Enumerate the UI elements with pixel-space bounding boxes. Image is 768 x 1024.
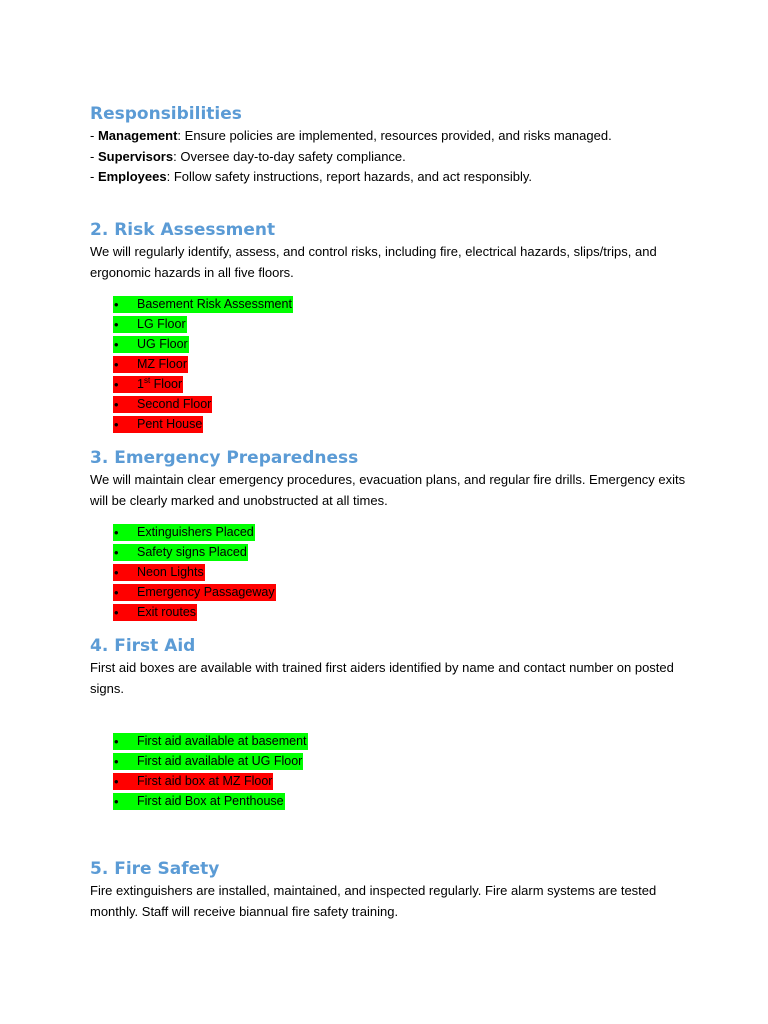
checklist-item <box>90 604 276 624</box>
checklist-item-label: UG Floor <box>137 337 188 351</box>
checklist-item-label: Neon Lights <box>137 565 204 579</box>
bullet-icon: • <box>114 377 119 392</box>
bullet-icon: • <box>114 794 119 809</box>
highlight-pending <box>113 416 203 433</box>
checklist-item-label: LG Floor <box>137 317 186 331</box>
checklist-item <box>90 753 308 773</box>
responsibilities-list <box>90 126 690 188</box>
highlight-pending <box>113 396 212 413</box>
risk-assessment-heading: 2. Risk Assessment <box>90 220 276 240</box>
first-aid-heading: 4. First Aid <box>90 636 196 656</box>
checklist-item <box>90 416 293 436</box>
highlight-pending <box>113 604 197 621</box>
bullet-icon: • <box>114 357 119 372</box>
checklist-item-label: First aid Box at Penthouse <box>137 794 284 808</box>
checklist-item <box>90 773 308 793</box>
highlight-done <box>113 524 255 541</box>
bullet-icon: • <box>114 297 119 312</box>
highlight-pending <box>113 356 188 373</box>
role-label: Management <box>97 128 178 143</box>
checklist-item-label: Safety signs Placed <box>137 545 247 559</box>
checklist-item <box>90 356 293 376</box>
checklist-item-label: Pent House <box>137 417 203 431</box>
checklist-item <box>90 793 308 813</box>
highlight-done <box>113 793 285 810</box>
bullet-icon: • <box>114 754 119 769</box>
checklist-item <box>90 336 293 356</box>
bullet-icon: • <box>114 774 119 789</box>
highlight-pending <box>113 564 205 581</box>
responsibility-item: - Supervisors: Oversee day-to-day safety compliance. <box>90 148 406 164</box>
highlight-done <box>113 733 308 750</box>
checklist-item <box>90 524 276 544</box>
bullet-icon: • <box>114 605 119 620</box>
emergency-preparedness-paragraph: We will maintain clear emergency procedures, evacuation plans, and regular fire drills. Emergency exits will be clearly marked and unobstructed at all times. <box>90 472 686 508</box>
checklist-item-label: Exit routes <box>137 605 197 619</box>
emergency-checklist <box>90 524 276 624</box>
checklist-item <box>90 376 293 396</box>
responsibility-item: - Employees: Follow safety instructions, report hazards, and act responsibly. <box>90 169 532 184</box>
highlight-done <box>113 753 303 770</box>
bullet-icon: • <box>114 337 119 352</box>
ordinal-suffix: st <box>143 376 151 385</box>
checklist-item-label: 1st Floor <box>137 376 183 391</box>
first-aid-checklist <box>90 733 308 813</box>
checklist-item-label: MZ Floor <box>137 357 187 371</box>
bullet-icon: • <box>114 417 119 432</box>
role-label: Supervisors <box>97 148 174 164</box>
checklist-item <box>90 584 276 604</box>
highlight-pending <box>113 584 276 601</box>
highlight-done <box>113 296 293 313</box>
first-aid-paragraph: First aid boxes are available with trained first aiders identified by name and contact number on posted signs. <box>90 660 674 696</box>
highlight-done <box>113 336 189 353</box>
checklist-item-label: Extinguishers Placed <box>137 525 254 539</box>
checklist-item-label: First aid available at UG Floor <box>137 754 303 768</box>
checklist-item-label: Basement Risk Assessment <box>137 297 292 311</box>
risk-assessment-paragraph: We will regularly identify, assess, and control risks, including fire, electrical hazards, slips/trips, and ergonomic hazards in all five floors. <box>90 244 657 280</box>
bullet-icon: • <box>114 545 119 560</box>
checklist-item-label: First aid available at basement <box>137 734 307 748</box>
risk-assessment-checklist <box>90 296 293 436</box>
bullet-icon: • <box>114 317 119 332</box>
responsibility-item: - Management: Ensure policies are implemented, resources provided, and risks managed. <box>90 128 612 143</box>
bullet-icon: • <box>114 525 119 540</box>
checklist-item <box>90 296 293 316</box>
checklist-item <box>90 733 308 753</box>
highlight-done <box>113 316 187 333</box>
bullet-icon: • <box>114 585 119 600</box>
highlight-pending <box>113 376 183 393</box>
fire-safety-paragraph: Fire extinguishers are installed, maintained, and inspected regularly. Fire alarm systems are tested monthly. Staff will receive biannual fire safety training. <box>90 883 657 919</box>
checklist-item-label: Second Floor <box>137 397 212 411</box>
checklist-item <box>90 564 276 584</box>
checklist-item-label: First aid box at MZ Floor <box>137 774 273 788</box>
highlight-done <box>113 544 248 561</box>
fire-safety-heading: 5. Fire Safety <box>90 859 220 879</box>
bullet-icon: • <box>114 397 119 412</box>
checklist-item-label-suffix: Floor <box>150 377 183 391</box>
role-label: Employees <box>97 169 167 184</box>
checklist-item <box>90 316 293 336</box>
checklist-item <box>90 544 276 564</box>
bullet-icon: • <box>114 565 119 580</box>
emergency-preparedness-heading: 3. Emergency Preparedness <box>90 448 359 468</box>
responsibilities-heading: Responsibilities <box>90 104 242 124</box>
highlight-pending <box>113 773 273 790</box>
bullet-icon: • <box>114 734 119 749</box>
checklist-item <box>90 396 293 416</box>
checklist-item-label: Emergency Passageway <box>137 585 275 599</box>
